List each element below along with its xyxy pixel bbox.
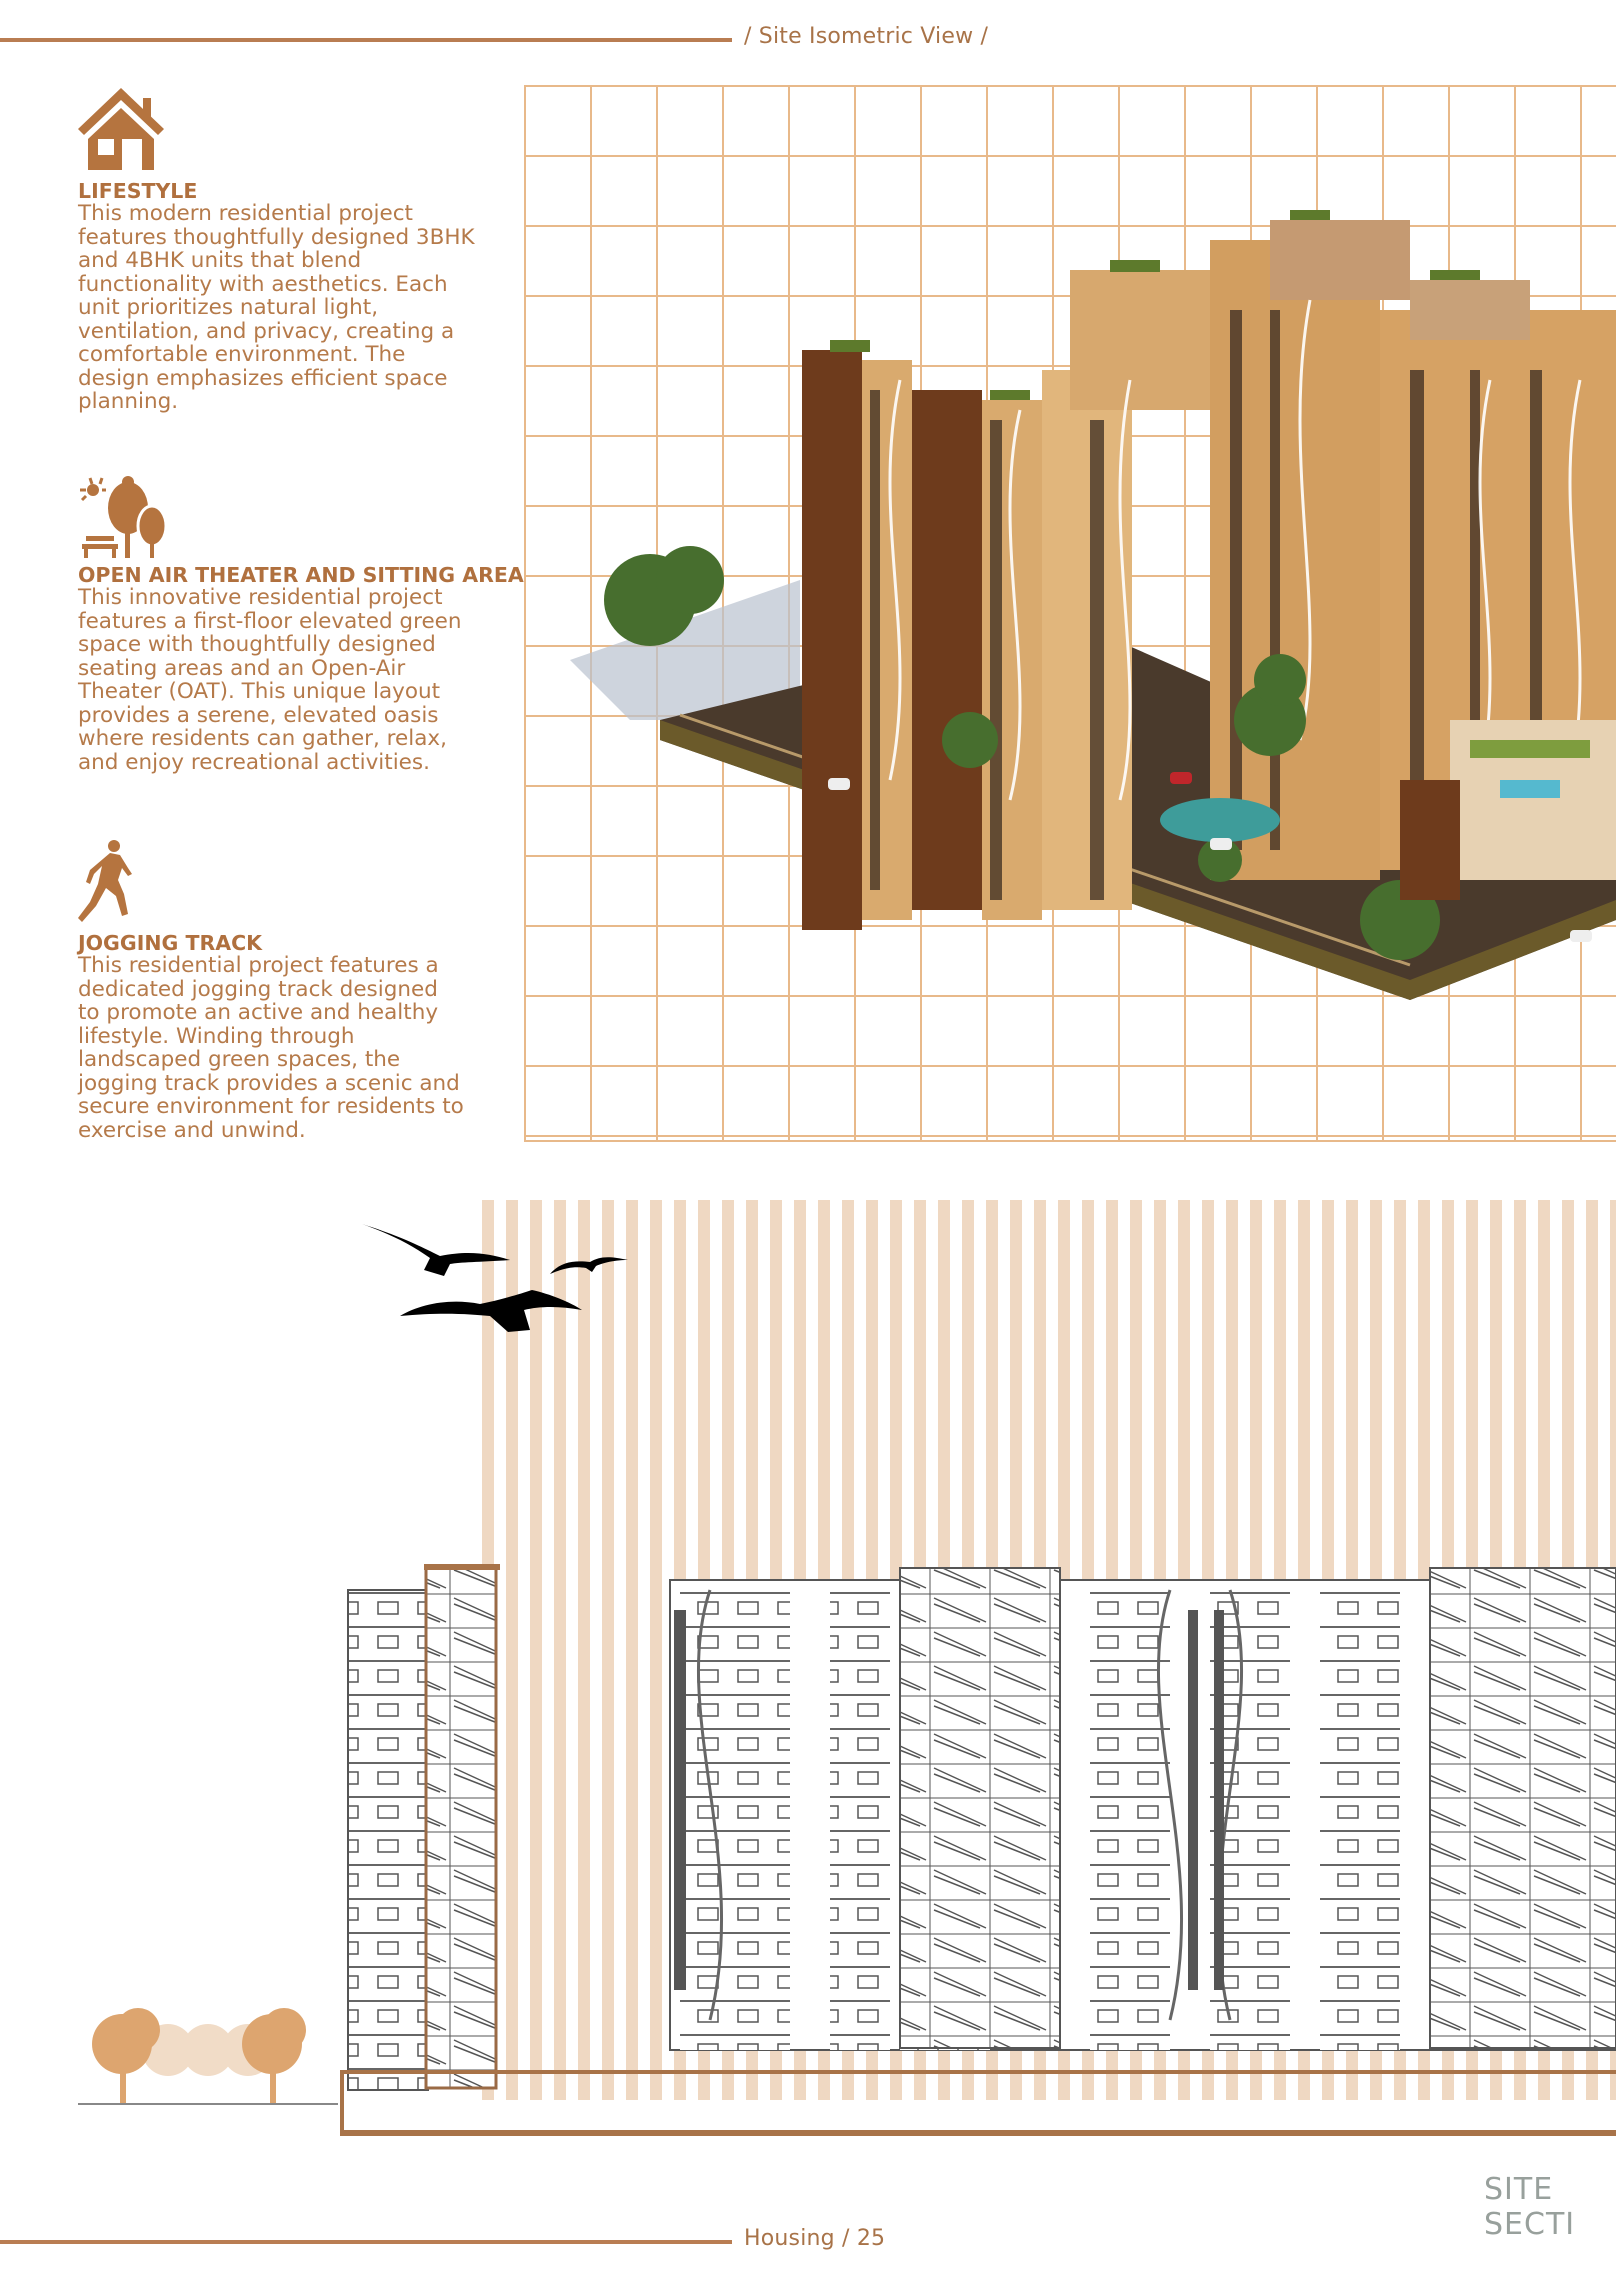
body-line: This modern residential project — [78, 201, 413, 226]
park-bench-trees-sun-icon — [76, 470, 172, 564]
body-line: design emphasizes efficient space — [78, 365, 448, 391]
body-line: exercise and unwind. — [78, 1117, 306, 1143]
house-icon — [76, 84, 166, 176]
isometric-render — [570, 160, 1616, 1024]
feature-lifestyle — [78, 180, 518, 414]
section-trees — [78, 2000, 338, 2114]
runner-icon — [76, 838, 136, 928]
body-line: landscaped green spaces, the — [78, 1047, 401, 1072]
body-line: lifestyle. Winding through — [78, 1023, 355, 1049]
body-line: This residential project features a — [78, 953, 439, 978]
body-line: functionality with aesthetics. Each — [78, 271, 448, 297]
body-line: provides a serene, elevated oasis — [78, 702, 439, 728]
birds-illustration — [360, 1220, 640, 1344]
feature-title: OPEN AIR THEATER AND SITTING AREA — [78, 563, 524, 587]
feature-title: JOGGING TRACK — [78, 931, 263, 955]
body-line: and 4BHK units that blend — [78, 248, 362, 273]
page-label: Housing / 25 — [744, 2226, 886, 2251]
body-line: planning. — [78, 389, 179, 414]
site-section-drawing — [330, 1560, 1616, 2154]
body-line: ventilation, and privacy, creating a — [78, 318, 455, 344]
body-line: comfortable environment. The — [78, 342, 406, 367]
body-line: features a first-floor elevated green — [78, 608, 462, 634]
body-line: secure environment for residents to — [78, 1094, 464, 1119]
site-section-caption: SITE SECTI — [1484, 2172, 1576, 2242]
feature-body — [78, 586, 548, 774]
body-line: unit prioritizes natural light, — [78, 295, 379, 320]
body-line: jogging track provides a scenic and — [78, 1070, 460, 1096]
feature-jogging-track — [78, 932, 518, 1142]
header-rule — [0, 38, 732, 42]
body-line: features thoughtfully designed 3BHK — [78, 224, 475, 250]
footer-rule — [0, 2240, 732, 2244]
feature-title: LIFESTYLE — [78, 179, 198, 203]
body-line: where residents can gather, relax, — [78, 726, 447, 751]
feature-open-air-theater — [78, 564, 548, 774]
body-line: and enjoy recreational activities. — [78, 749, 430, 775]
section-label: / Site Isometric View / — [744, 24, 989, 49]
body-line: This innovative residential project — [78, 585, 443, 610]
body-line: Theater (OAT). This unique layout — [78, 679, 441, 704]
body-line: seating areas and an Open-Air — [78, 655, 406, 681]
body-line: dedicated jogging track designed — [78, 976, 438, 1002]
body-line: space with thoughtfully designed — [78, 632, 436, 657]
body-line: to promote an active and healthy — [78, 1000, 439, 1025]
feature-body — [78, 202, 518, 414]
feature-body — [78, 954, 518, 1142]
